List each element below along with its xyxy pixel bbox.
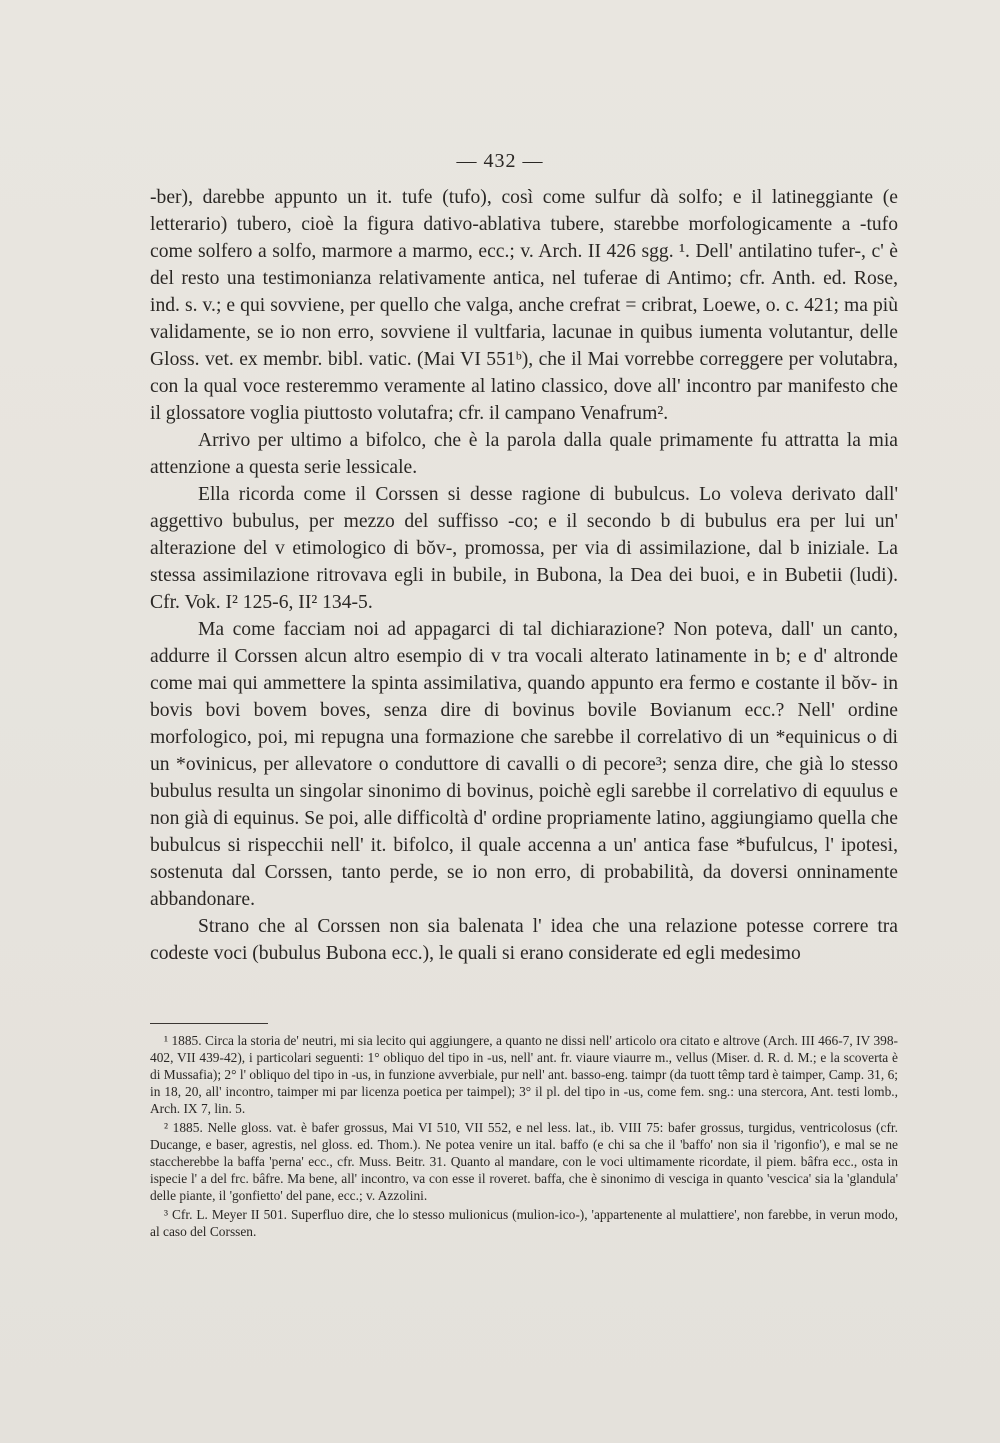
paragraph: Strano che al Corssen non sia balenata l' idea che una relazione potesse correre tra codeste voci (bubulus Bubona ecc.), le quali si erano considerate ed egli medesimo — [150, 916, 898, 964]
paragraph: Ella ricorda come il Corssen si desse ragione di bubulcus. Lo voleva derivato dall' aggettivo bubulus, per mezzo del suffisso -co; e il secondo b di bubulus era per lui un' alterazione del v etimologico di bŏv-, promossa, per via di assimilazione, dal b iniziale. La stessa assimilazione ritrovava egli in bubile, in Bubona, la Dea dei buoi, e in Bubetii (ludi). Cfr. Vok. I² 125-6, II² 134-5. — [150, 484, 898, 613]
footnotes — [150, 1032, 898, 1242]
footnote: ² 1885. Nelle gloss. vat. è bafer grossus, Mai VI 510, VII 552, e nel less. lat., ib. VIII 75: bafer grossus, turgidus, ventricolosus (cfr. Ducange, e baser, agrestis, nel gloss. ed. Thom.). Ne potea venire un ital. baffo (e chi sa che il 'baffo' non sia il 'rigonfio'), e mal se ne staccherebbe la baffa 'perna' ecc., cfr. Muss. Beitr. 31. Quanto al mandare, con le voci ultimamente ricordate, il piem. bâfra ecc., osta in ispecie l' a del frc. bâfre. Ma bene, all' incontro, va con esse il roveret. baffa, che è sinonimo di vesciga in quanto 'vescica' sia la 'glandula' delle piante, il 'gonfietto' del pane, ecc.; v. Azzolini. — [150, 1120, 898, 1203]
footnote-divider — [150, 1023, 268, 1024]
footnote: ¹ 1885. Circa la storia de' neutri, mi sia lecito qui aggiungere, a quanto ne dissi nell' articolo ora citato e altrove (Arch. III 466-7, IV 398-402, VII 439-42), i particolari seguenti: 1° obliquo del tipo in -us, nell' ant. fr. viaure viaurre m., vellus (Miser. d. R. d. M.; e la scoverta è di Mussafia); 2° l' obliquo del tipo in -us, in funzione avverbiale, pur nell' ant. basso-eng. taimpr (da tuott têmp tard è taimper, Camp. 31, 6; in 18, 20, all' incontro, taimper mi par licenza poetica per taimpel); 3° il pl. del tipo in -us, come fem. sng.: una stercora, Ant. testi lomb., Arch. IX 7, lin. 5. — [150, 1033, 898, 1116]
paragraph: Ma come facciam noi ad appagarci di tal dichiarazione? Non poteva, dall' un canto, addurre il Corssen alcun altro esempio di v tra vocali alterato latinamente in b; e d' altronde come mai qui ammettere la spinta assimilativa, quando appunto era fermo e costante il bŏv- in bovis bovi bovem boves, senza dire di bovinus bovile Bovianum ecc.? Nell' ordine morfologico, poi, mi repugna una formazione che sarebbe il correlativo di un *equinicus o di un *ovinicus, per allevatore o conduttore di cavalli o di pecore³; senza dire, che già lo stesso bubulus resulta un singolar sinonimo di bovinus, poichè egli sarebbe il correlativo di equulus e non già di equinus. Se poi, alle difficoltà d' ordine propriamente latino, aggiungiamo quella che bubulcus si rispecchii nell' it. bifolco, il quale accenna a un' antica fase *bufulcus, l' ipotesi, sostenuta dal Corssen, tanto perde, se io non erro, di probabilità, da doversi onninamente abbandonare. — [150, 619, 898, 910]
page-number: — 432 — — [456, 150, 544, 172]
footnote: ³ Cfr. L. Meyer II 501. Superfluo dire, che lo stesso mulionicus (mulion-ico-), 'appartenente al mulattiere', non farebbe, in verun modo, al caso del Corssen. — [150, 1207, 898, 1239]
main-text — [150, 184, 898, 967]
paragraph: Arrivo per ultimo a bifolco, che è la parola dalla quale primamente fu attratta la mia attenzione a questa serie lessicale. — [150, 430, 898, 478]
paragraph: -ber), darebbe appunto un it. tufe (tufo), così come sulfur dà solfo; e il latineggiante (e letterario) tubero, cioè la figura dativo-ablativa tubere, starebbe morfologicamente a -tufo come solfero a solfo, marmore a marmo, ecc.; v. Arch. II 426 sgg. ¹. Dell' antilatino tufer-, c' è del resto una testimonianza relativamente antica, nel tuferae di Antimo; cfr. Anth. ed. Rose, ind. s. v.; e qui sovviene, per quello che valga, anche crefrat = cribrat, Loewe, o. c. 421; ma più validamente, se io non erro, sovviene il vultfaria, lacunae in quibus iumenta volutantur, delle Gloss. vet. ex membr. bibl. vatic. (Mai VI 551ᵇ), che il Mai vorrebbe correggere per volutabra, con la qual voce resteremmo veramente al latino classico, dove all' incontro par manifesto che il glossatore voglia piuttosto volutafra; cfr. il campano Venafrum². — [150, 187, 898, 424]
